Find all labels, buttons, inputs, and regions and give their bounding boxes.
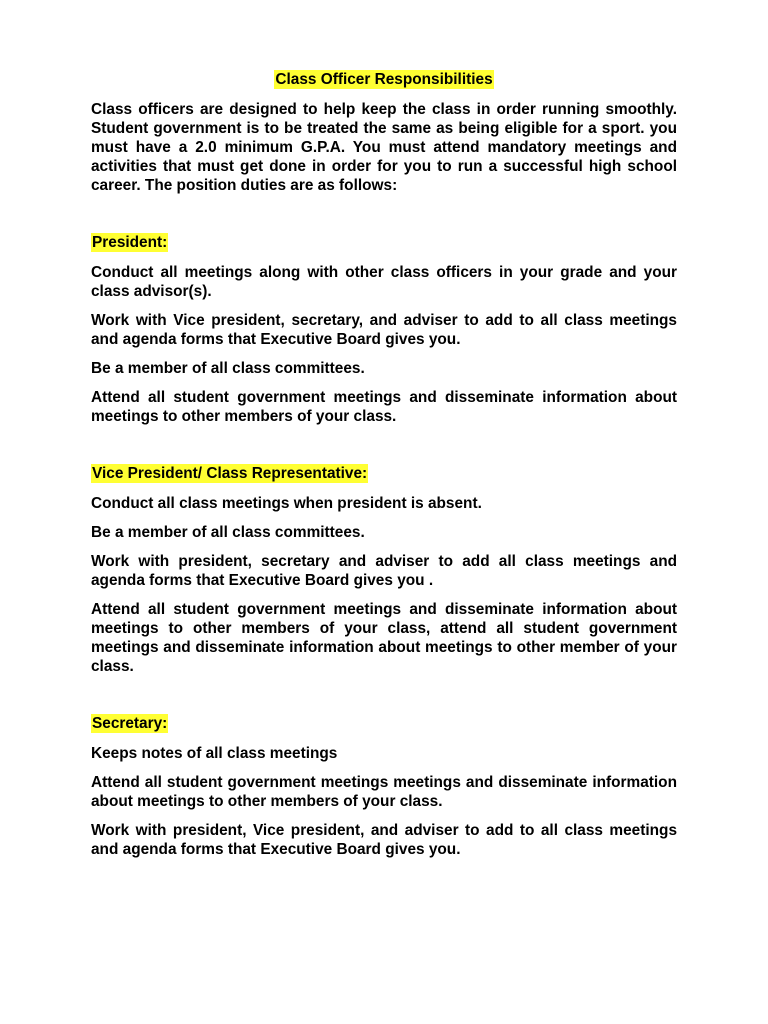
section-heading (91, 233, 677, 252)
secretary-duty: Attend all student government meetings meetings and disseminate information about meetings to other members of your class. (91, 774, 677, 810)
section-heading (91, 714, 677, 733)
president-duty: Conduct all meetings along with other class officers in your grade and your class advisor(s). (91, 264, 677, 300)
intro-paragraph: Class officers are designed to help keep the class in order running smoothly. Student government is to be treated the same as being eligible for a sport. you must have a 2.0 minimum G.P.A. You must attend mandatory meetings and activities that must get done in order for you to run a successful high school career. The position duties are as follows: (91, 101, 677, 194)
vice-president-duty: Conduct all class meetings when president is absent. (91, 495, 482, 512)
section-heading (91, 464, 677, 483)
section-vice-president (91, 464, 677, 676)
secretary-heading: Secretary: (92, 715, 168, 732)
secretary-duty: Keeps notes of all class meetings (91, 745, 338, 762)
section-secretary (91, 714, 677, 859)
president-duty: Work with Vice president, secretary, and adviser to add to all class meetings and agenda forms that Executive Board gives you. (91, 312, 677, 348)
vice-president-duty: Be a member of all class committees. (91, 524, 365, 541)
vice-president-duty: Work with president, secretary and adviser to add all class meetings and agenda forms that Executive Board gives you . (91, 553, 677, 589)
vice-president-heading: Vice President/ Class Representative: (92, 465, 368, 482)
section-president (91, 233, 677, 426)
vice-president-duty: Attend all student government meetings and disseminate information about meetings to other members of your class, attend all student government meetings and disseminate information about meetings to other member of your class. (91, 601, 677, 675)
secretary-duty: Work with president, Vice president, and adviser to add to all class meetings and agenda forms that Executive Board gives you. (91, 822, 677, 858)
president-duty: Be a member of all class committees. (91, 360, 365, 377)
document-title: Class Officer Responsibilities (275, 71, 493, 88)
title-container (91, 70, 677, 89)
president-heading: President: (92, 234, 168, 251)
document-page (91, 70, 677, 869)
president-duty: Attend all student government meetings and disseminate information about meetings to other members of your class. (91, 389, 677, 425)
